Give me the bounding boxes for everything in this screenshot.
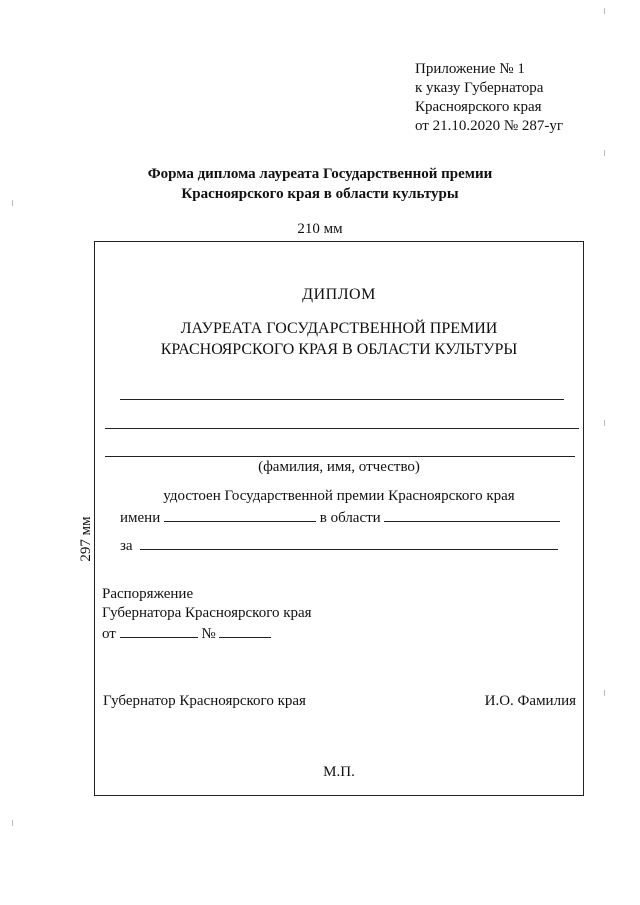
scan-mark: [604, 8, 605, 14]
diploma-title: ДИПЛОМ: [302, 286, 376, 303]
appendix-date: от 21.10.2020 № 287-уг: [415, 118, 564, 134]
for-label: за: [120, 538, 133, 554]
name-line-2: [105, 428, 579, 429]
diploma-subtitle-line2: КРАСНОЯРСКОГО КРАЯ В ОБЛАСТИ КУЛЬТУРЫ: [160, 341, 518, 358]
appendix-reference: [415, 60, 563, 136]
form-title-line2: Красноярского края в области культуры: [181, 186, 459, 202]
appendix-decree-ref: к указу Губернатора: [415, 80, 544, 96]
order-block: [102, 585, 312, 644]
order-issuer: Губернатора Красноярского края: [102, 605, 312, 621]
name-caption: (фамилия, имя, отчество): [258, 459, 420, 475]
named-field-row: [120, 507, 560, 527]
form-title-line1: Форма диплома лауреата Государственной премии: [147, 166, 493, 182]
appendix-region: Красноярского края: [415, 99, 542, 115]
field-label: в области: [319, 510, 381, 526]
order-from-label: от: [102, 626, 116, 642]
awarded-text: удостоен Государственной премии Красноярского края: [163, 488, 515, 504]
scan-mark: [12, 820, 13, 826]
scan-mark: [604, 690, 605, 696]
scan-mark: [604, 150, 605, 156]
diploma-subtitle: [94, 318, 584, 360]
order-title: Распоряжение: [102, 586, 194, 602]
form-title: [0, 164, 640, 204]
width-dimension-label: 210 мм: [297, 221, 343, 237]
named-label: имени: [120, 510, 161, 526]
governor-name: И.О. Фамилия: [484, 693, 576, 709]
field-blank: [384, 507, 560, 522]
order-date-row: [102, 623, 312, 644]
named-blank: [164, 507, 316, 522]
appendix-number: Приложение № 1: [415, 61, 525, 77]
for-blank: [140, 535, 558, 550]
name-line-3: [105, 456, 575, 457]
order-date-blank: [120, 623, 198, 638]
governor-title: Губернатор Красноярского края: [103, 693, 306, 709]
order-number-label: №: [201, 626, 216, 642]
for-row: [120, 535, 558, 555]
diploma-subtitle-line1: ЛАУРЕАТА ГОСУДАРСТВЕННОЙ ПРЕМИИ: [180, 320, 498, 337]
name-line-1: [120, 399, 564, 400]
order-number-blank: [219, 623, 271, 638]
scan-mark: [12, 200, 13, 206]
stamp-placeholder: М.П.: [323, 764, 355, 780]
height-dimension-text: 297 мм: [78, 516, 94, 562]
scan-mark: [604, 420, 605, 426]
